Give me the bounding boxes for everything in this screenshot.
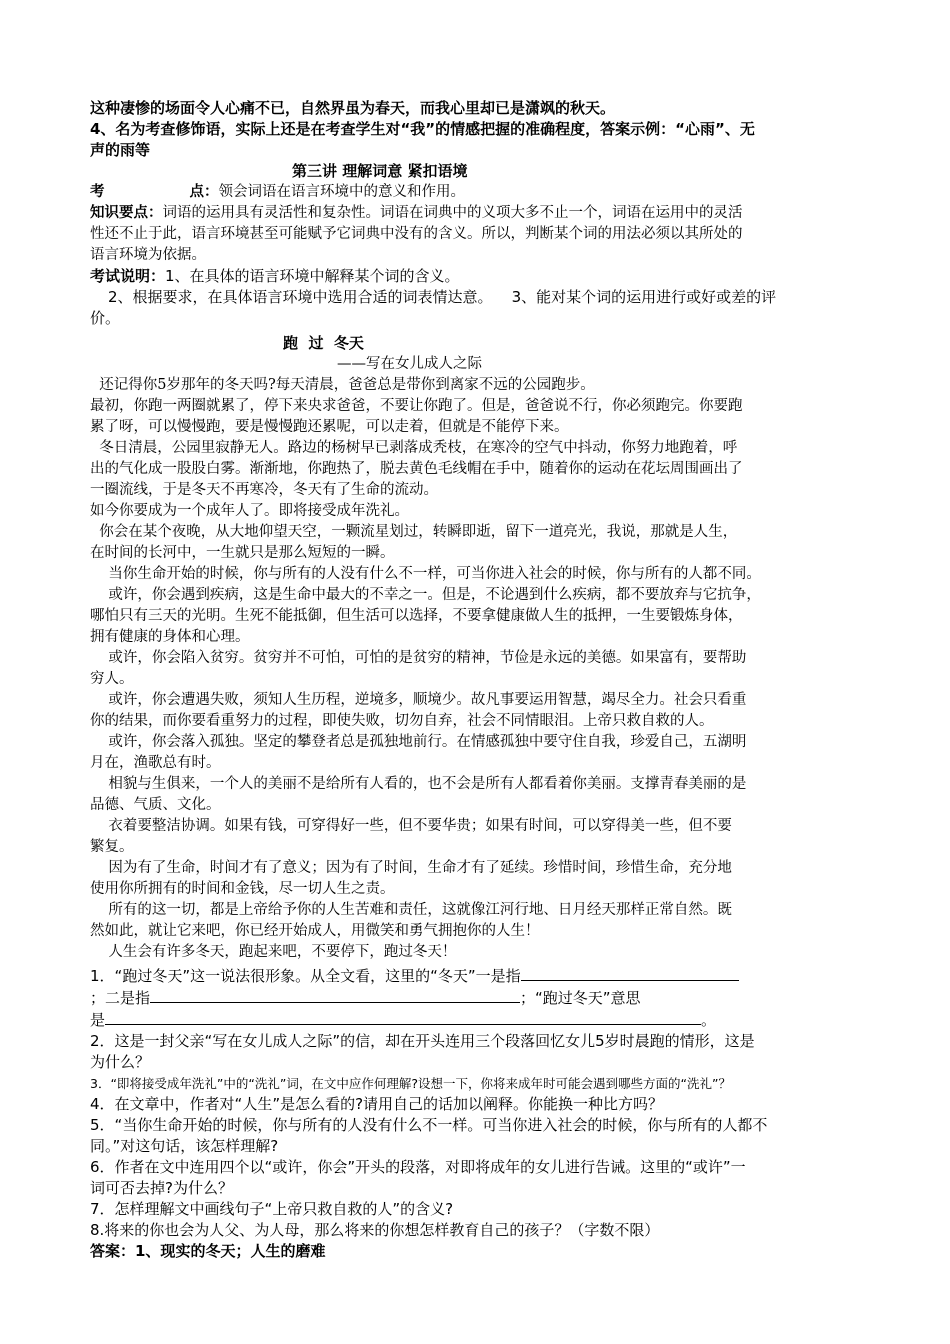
essay-line: 相貌与生俱来，一个人的美丽不是给所有人看的，也不会是所有人都看着你美丽。支撑青春美丽的是 <box>90 776 747 792</box>
essay-line: 所有的这一切，都是上帝给予你的人生苦难和责任，这就像江河行地、日月经天那样正常自然。既 <box>90 902 732 918</box>
essay-line: 人生会有许多冬天，跑起来吧，不要停下，跑过冬天！ <box>90 944 457 960</box>
essay-line: 繁复。 <box>90 839 134 855</box>
zhishi-line-2: 性还不止于此，语言环境甚至可能赋予它词典中没有的含义。所以，判断某个词的用法必须以其所处的 <box>90 226 743 242</box>
kaoshi-line-1 <box>90 266 870 287</box>
kaoshi-text-1: 1、在具体的语言环境中解释某个词的含义。 <box>165 267 460 285</box>
kaodian-row <box>90 182 870 203</box>
essay-line: 穷人。 <box>90 671 134 687</box>
essay-line: 累了呀，可以慢慢跑，要是慢慢跑还累呢，可以走着，但就是不能停下来。 <box>90 419 569 435</box>
essay-line: 或许，你会遇到疾病，这是生命中最大的不幸之一。但是，不论遇到什么疾病，都不要放弃与它抗争， <box>90 587 761 603</box>
essay-line: 然如此，就让它来吧，你已经开始成人，用微笑和勇气拥抱你的人生！ <box>90 923 540 939</box>
question-3: 3．“即将接受成年洗礼”中的“洗礼”词，在文中应作何理解?设想一下，你将来成年时可能会遇到哪些方面的“洗礼”？ <box>90 1076 731 1091</box>
essay-line: 在时间的长河中，一生就只是那么短短的一瞬。 <box>90 545 395 561</box>
essay-line: 或许，你会遭遇失败，须知人生历程，逆境多，顺境少。故凡事要运用智慧，竭尽全力。社会只看重 <box>90 692 747 708</box>
essay-line: 品德、气质、文化。 <box>90 797 221 813</box>
essay-line: 因为有了生命，时间才有了意义；因为有了时间，生命才有了延续。珍惜时间，珍惜生命，充分地 <box>90 860 732 876</box>
previous-answer-line-2: 4、名为考查修饰语，实际上还是在考查学生对“我”的情感把握的准确程度，答案示例：“心雨”、无 <box>90 120 755 138</box>
answer-line: 答案：1、现实的冬天；人生的磨难 <box>90 1242 326 1260</box>
kaodian-text: 领会词语在语言环境中的意义和作用。 <box>218 184 465 200</box>
essay-line: 当你生命开始的时候，你与所有的人没有什么不一样，可当你进入社会的时候，你与所有的人都不同。 <box>90 566 761 582</box>
kaodian-label-2: 点： <box>189 184 219 200</box>
question-1-text-d: 是 <box>90 1011 106 1029</box>
essay-title: 跑 过 冬天 <box>283 334 364 352</box>
question-1-text-a: 1．“跑过冬天”这一说法很形象。从全文看，这里的“冬天”一是指 <box>90 967 521 985</box>
question-1-line-2 <box>90 987 870 1009</box>
essay-line: 哪怕只有三天的光明。生死不能抵御，但生活可以选择，不要拿健康做人生的抵押，一生要锻炼身体， <box>90 608 743 624</box>
essay-line: 冬日清晨，公园里寂静无人。路边的杨树早已剥落成秃枝，在寒冷的空气中抖动，你努力地跑着，呼 <box>90 440 738 456</box>
question-1-text-b: ；二是指 <box>90 989 151 1007</box>
kaodian-label: 考 <box>90 184 105 200</box>
question-4: 4．在文章中，作者对“人生”是怎么看的?请用自己的话加以阐释。你能换一种比方吗？ <box>90 1095 664 1113</box>
zhishi-label: 知识要点： <box>90 205 163 221</box>
essay-line: 最初，你跑一两圈就累了，停下来央求爸爸，不要让你跑了。但是，爸爸说不行，你必须跑完。你要跑 <box>90 398 743 414</box>
question-1-end: 。 <box>701 1011 717 1029</box>
essay-line: 月在，渔歌总有时。 <box>90 755 221 771</box>
essay-line: 你的结果，而你要看重努力的过程，即使失败，切勿自弃，社会不同情眼泪。上帝只救自救的人。 <box>90 713 714 729</box>
question-1-line-1 <box>90 965 870 987</box>
essay-line: 还记得你5岁那年的冬天吗?每天清晨，爸爸总是带你到离家不远的公园跑步。 <box>90 377 595 393</box>
kaoshi-label: 考试说明： <box>90 267 166 285</box>
question-7: 7．怎样理解文中画线句子“上帝只救自救的人”的含义? <box>90 1200 454 1218</box>
kaoshi-line-3: 价。 <box>90 309 121 327</box>
essay-body <box>90 375 870 963</box>
question-5-line-2: 同。”对这句话，该怎样理解? <box>90 1137 279 1155</box>
essay-line: 如今你要成为一个成年人了。即将接受成年洗礼。 <box>90 503 409 519</box>
previous-answer-line-1: 这种凄惨的场面令人心痛不已，自然界虽为春天，而我心里却已是潇飒的秋天。 <box>90 99 616 117</box>
zhishi-text-1: 词语的运用具有灵活性和复杂性。词语在词典中的义项大多不止一个，词语在运用中的灵活 <box>162 205 743 221</box>
question-1-text-c: ；“跑过冬天”意思 <box>520 989 641 1007</box>
document-content <box>90 98 870 1262</box>
zhishi-line-3: 语言环境为依据。 <box>90 247 206 263</box>
essay-line: 一圈流线，于是冬天不再寒冷，冬天有了生命的流动。 <box>90 482 438 498</box>
answer-blank-2[interactable] <box>150 987 520 1003</box>
question-2-line-1: 2．这是一封父亲“写在女儿成人之际”的信，却在开头连用三个段落回忆女儿5岁时晨跑的情形，这是 <box>90 1032 755 1050</box>
kaoshi-line-2: 2、根据要求，在具体语言环境中选用合适的词表情达意。 3、能对某个词的运用进行或好或差的评 <box>108 288 777 306</box>
essay-line: 衣着要整洁协调。如果有钱，可穿得好一些，但不要华贵；如果有时间，可以穿得美一些，但不要 <box>90 818 732 834</box>
question-2-line-2: 为什么？ <box>90 1053 151 1071</box>
essay-line: 或许，你会陷入贫穷。贫穷并不可怕，可怕的是贫穷的精神，节俭是永远的美德。如果富有，要帮助 <box>90 650 747 666</box>
question-6-line-1: 6．作者在文中连用四个以“或许，你会”开头的段落，对即将成年的女儿进行告诫。这里的“或许”一 <box>90 1158 746 1176</box>
essay-line: 使用你所拥有的时间和金钱，尽一切人生之责。 <box>90 881 395 897</box>
essay-line: 拥有健康的身体和心理。 <box>90 629 250 645</box>
previous-answer-line-3: 声的雨等 <box>90 141 151 159</box>
essay-subtitle: ——写在女儿成人之际 <box>337 356 482 372</box>
essay-line: 或许，你会落入孤独。坚定的攀登者总是孤独地前行。在情感孤独中要守住自我，珍爱自己，五湖明 <box>90 734 747 750</box>
question-6-line-2: 词可否去掉?为什么？ <box>90 1179 233 1197</box>
question-5-line-1: 5．“当你生命开始的时候，你与所有的人没有什么不一样。可当你进入社会的时候，你与所有的人都不 <box>90 1116 768 1134</box>
lecture-title: 第三讲 理解词意 紧扣语境 <box>292 162 468 180</box>
answer-blank-1[interactable] <box>521 965 739 981</box>
question-1-line-3 <box>90 1009 870 1031</box>
essay-line: 你会在某个夜晚，从大地仰望天空，一颗流星划过，转瞬即逝，留下一道亮光，我说，那就是人生， <box>90 524 738 540</box>
essay-line: 出的气化成一股股白雾。渐渐地，你跑热了，脱去黄色毛线帽在手中，随着你的运动在花坛周围画出了 <box>90 461 743 477</box>
question-8: 8.将来的你也会为人父、为人母，那么将来的你想怎样教育自己的孩子？（字数不限） <box>90 1221 660 1239</box>
answer-blank-3[interactable] <box>105 1009 701 1025</box>
zhishi-line-1 <box>90 203 870 224</box>
